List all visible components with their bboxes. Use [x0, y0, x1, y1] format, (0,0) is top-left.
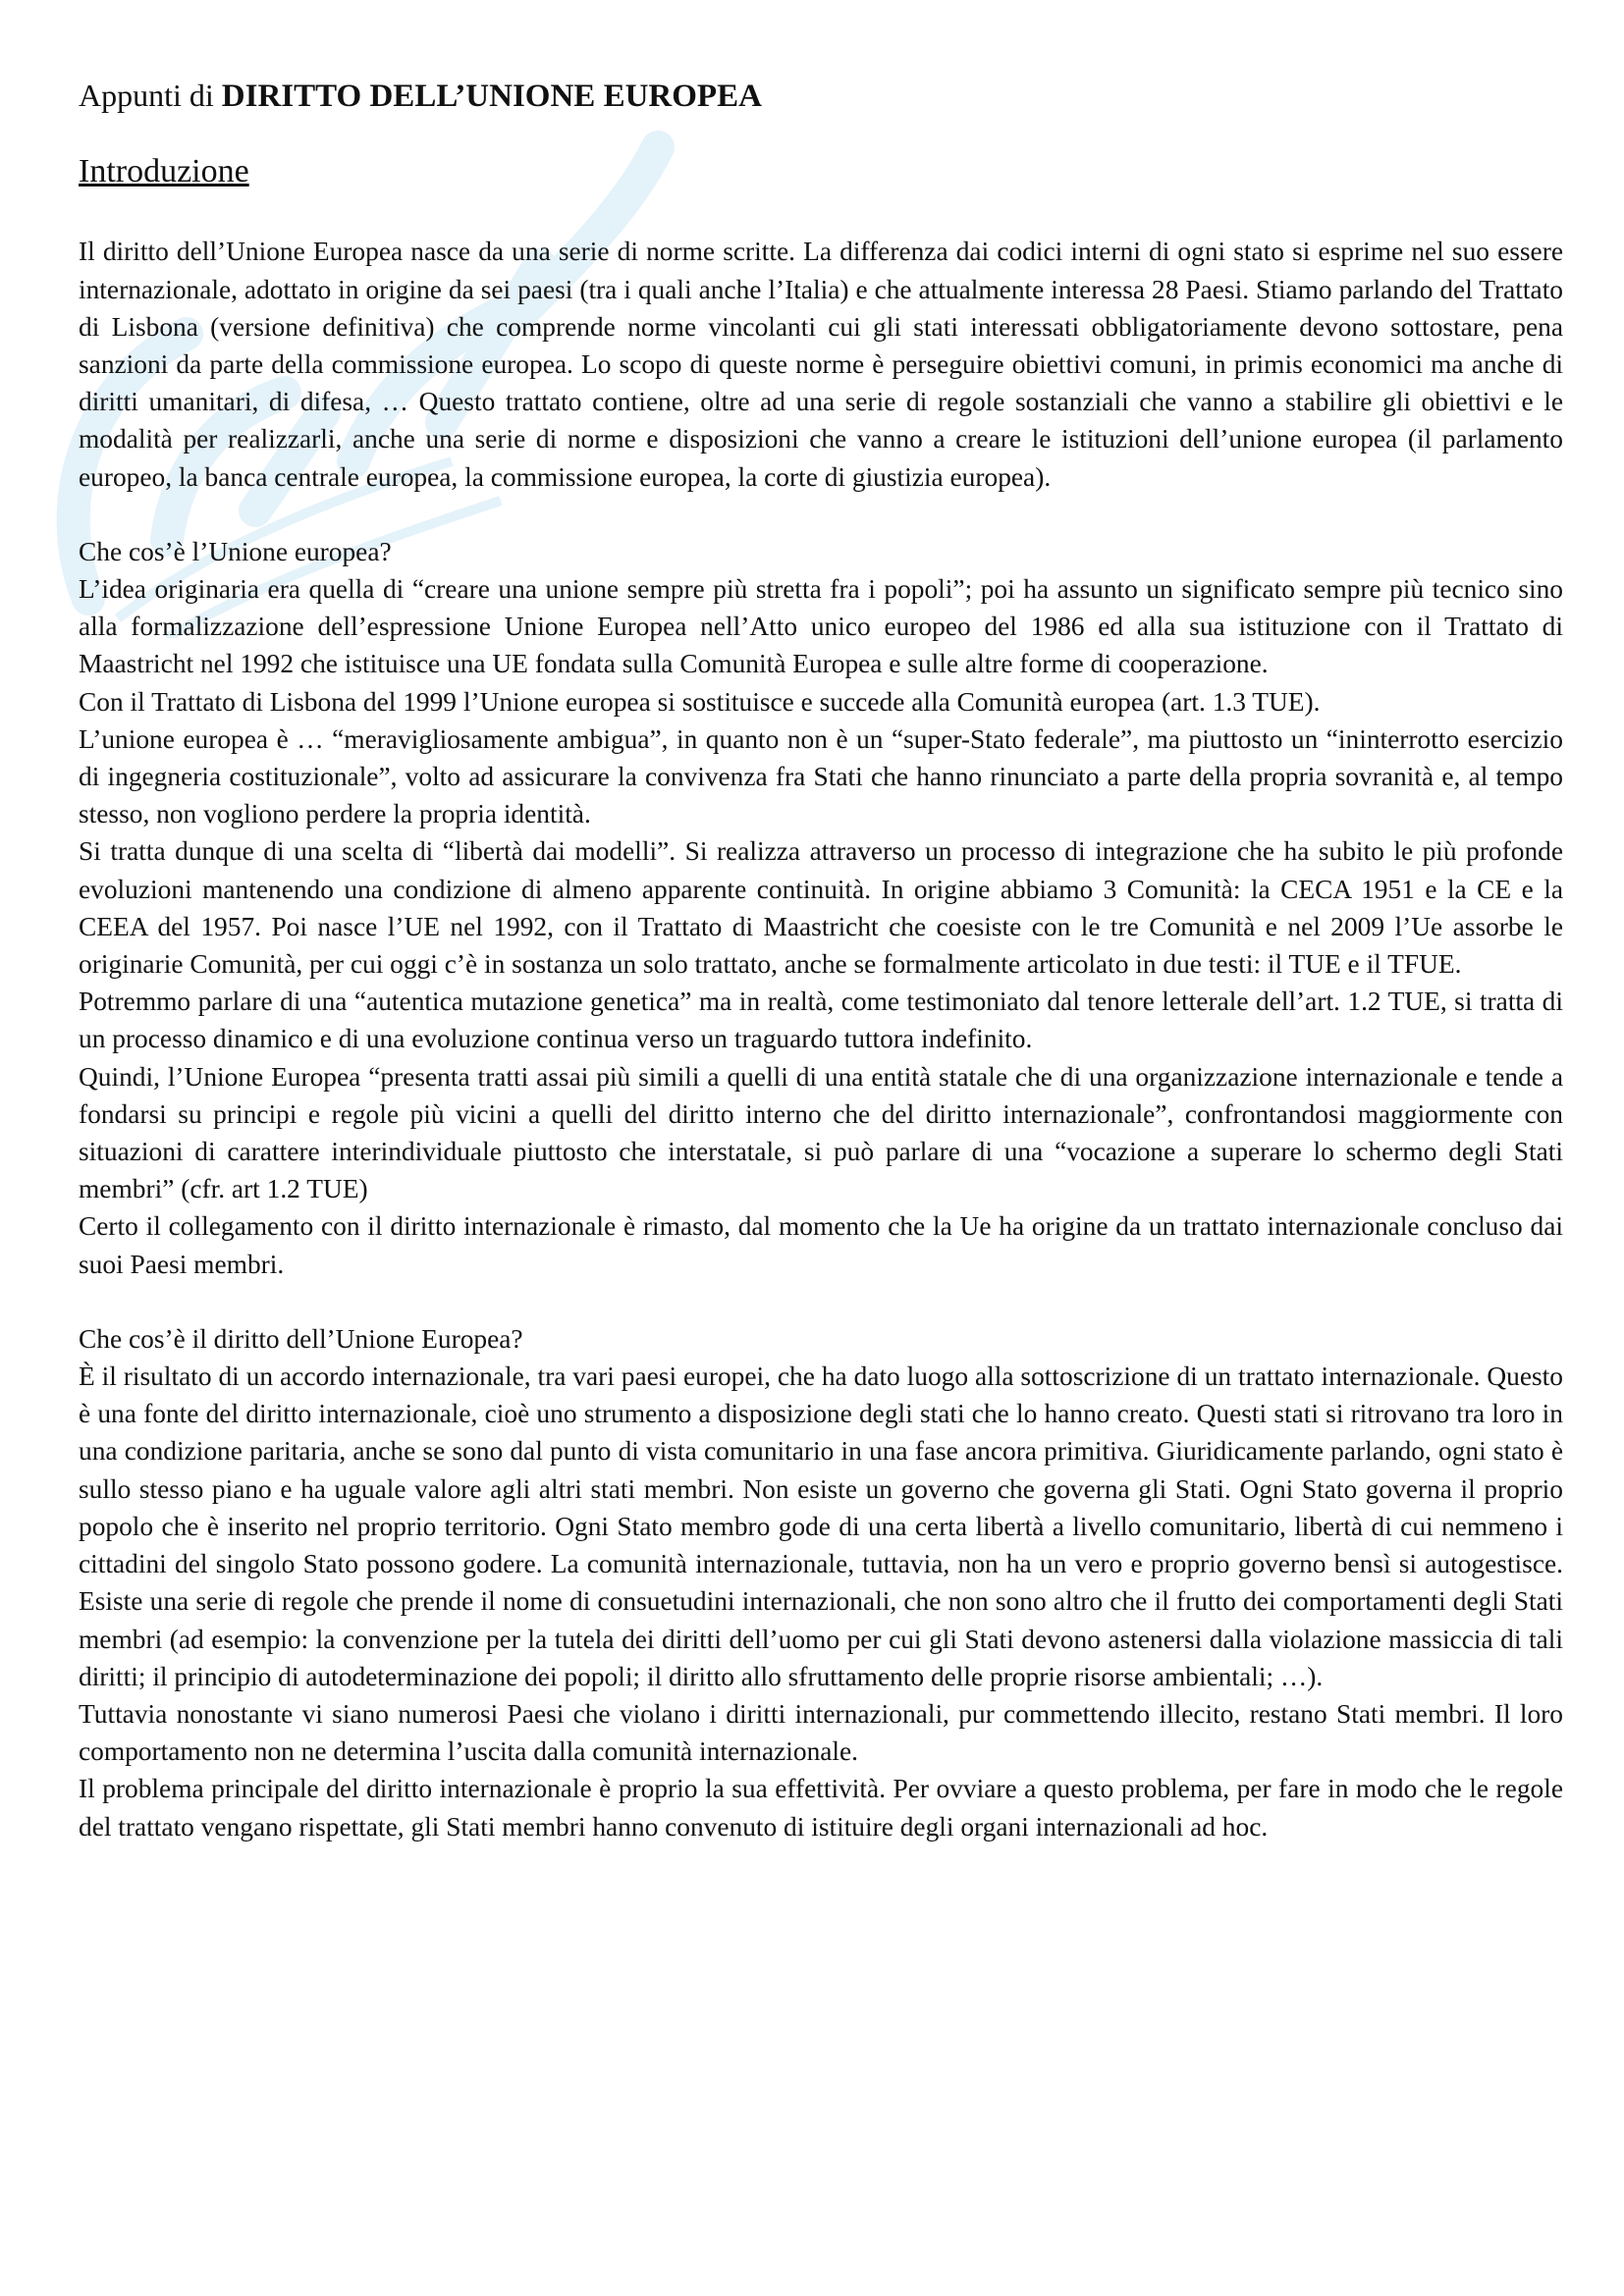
document-title	[79, 77, 1563, 117]
document-page	[79, 77, 1563, 1845]
paragraph-gap	[79, 1283, 1563, 1320]
paragraph: Tuttavia nonostante vi siano numerosi Paesi che violano i diritti internazionali, pur commettendo illecito, restano Stati membri. Il loro comportamento non ne determina l’uscita dalla comunità internazionale.	[79, 1698, 1563, 1767]
paragraph: Quindi, l’Unione Europea “presenta tratti assai più simili a quelli di una entità statale che di una organizzazione internazionale e tende a fondarsi su principi e regole più vicini a quelli del diritto interno che del diritto internazionale”, confrontandosi maggiormente con situazioni di carattere interindividuale piuttosto che interstatale, si può parlare di una “vocazione a superare lo schermo degli Stati membri” (cfr. art 1.2 TUE)	[79, 1061, 1563, 1204]
paragraph: È il risultato di un accordo internazionale, tra vari paesi europei, che ha dato luogo alla sottoscrizione di un trattato internazionale. Questo è una fonte del diritto internazionale, cioè uno strumento a disposizione degli stati che lo hanno creato. Questi stati si ritrovano tra loro in una condizione paritaria, anche se sono dal punto di vista comunitario in una fase ancora primitiva. Giuridicamente parlando, ogni stato è sullo stesso piano e ha uguale valore agli altri stati membri. Non esiste un governo che governa gli Stati. Ogni Stato governa il proprio popolo che è inserito nel proprio territorio. Ogni Stato membro gode di una certa libertà a livello comunitario, libertà di cui nemmeno i cittadini del singolo Stato possono godere. La comunità internazionale, tuttavia, non ha un vero e proprio governo bensì si autogestisce. Esiste una serie di regole che prende il nome di consuetudini internazionali, che non sono altro che il frutto dei comportamenti degli Stati membri (ad esempio: la convenzione per la tutela dei diritti dell’uomo per cui gli Stati devono astenersi dalla violazione massiccia di tali diritti; il principio di autodeterminazione dei popoli; il diritto allo sfruttamento delle proprie risorse ambientali; …).	[79, 1362, 1563, 1691]
document-body	[79, 233, 1563, 1844]
paragraph: Che cos’è il diritto dell’Unione Europea?	[79, 1323, 523, 1354]
paragraph: Potremmo parlare di una “autentica mutazione genetica” ma in realtà, come testimoniato dal tenore letterale dell’art. 1.2 TUE, si tratta di un processo dinamico e di una evoluzione continua verso un traguardo tuttora indefinito.	[79, 987, 1563, 1054]
paragraph: Che cos’è l’Unione europea?	[79, 536, 392, 566]
title-main: DIRITTO DELL’UNIONE EUROPEA	[221, 79, 762, 114]
paragraph: Il problema principale del diritto internazionale è proprio la sua effettività. Per ovviare a questo problema, per fare in modo che le regole del trattato vengano rispettate, gli Stati membri hanno convenuto di istituire degli organi internazionali ad hoc.	[79, 1774, 1563, 1842]
paragraph: L’idea originaria era quella di “creare una unione sempre più stretta fra i popoli”; poi ha assunto un significato sempre più tecnico sino alla formalizzazione dell’espressione Unione Europea nell’Atto unico europeo del 1986 ed alla sua istituzione con il Trattato di Maastricht nel 1992 che istituisce una UE fondata sulla Comunità Europea e sulle altre forme di cooperazione.	[79, 574, 1563, 679]
paragraph-gap	[79, 496, 1563, 533]
section-heading: Introduzione	[79, 152, 249, 189]
title-prefix: Appunti di	[79, 78, 222, 113]
paragraph: Con il Trattato di Lisbona del 1999 l’Unione europea si sostituisce e succede alla Comunità europea (art. 1.3 TUE).	[79, 686, 1321, 717]
paragraph: Certo il collegamento con il diritto internazionale è rimasto, dal momento che la Ue ha origine da un trattato internazionale concluso dai suoi Paesi membri.	[79, 1211, 1563, 1279]
paragraph: Il diritto dell’Unione Europea nasce da una serie di norme scritte. La differenza dai codici interni di ogni stato si esprime nel suo essere internazionale, adottato in origine da sei paesi (tra i quali anche l’Italia) e che attualmente interessa 28 Paesi. Stiamo parlando del Trattato di Lisbona (versione definitiva) che comprende norme vincolanti cui gli stati interessati obbligatoriamente devono sottostare, pena sanzioni da parte della commissione europea. Lo scopo di queste norme è perseguire obiettivi comuni, in primis economici ma anche di diritti umanitari, di difesa, … Questo trattato contiene, oltre ad una serie di regole sostanziali che vanno a stabilire gli obiettivi e le modalità per realizzarli, anche una serie di norme e disposizioni che vanno a creare le istituzioni dell’unione europea (il parlamento europeo, la banca centrale europea, la commissione europea, la corte di giustizia europea).	[79, 237, 1563, 492]
paragraph: Si tratta dunque di una scelta di “libertà dai modelli”. Si realizza attraverso un processo di integrazione che ha subito le più profonde evoluzioni mantenendo una condizione di almeno apparente continuità. In origine abbiamo 3 Comunità: la CECA 1951 e la CE e la CEEA del 1957. Poi nasce l’UE nel 1992, con il Trattato di Maastricht che coesiste con le tre Comunità e nel 2009 l’Ue assorbe le originarie Comunità, per cui oggi c’è in sostanza un solo trattato, anche se formalmente articolato in due testi: il TUE e il TFUE.	[79, 836, 1563, 980]
paragraph: L’unione europea è … “meravigliosamente ambigua”, in quanto non è un “super-Stato federale”, ma piuttosto un “ininterrotto esercizio di ingegneria costituzionale”, volto ad assicurare la convivenza fra Stati che hanno rinunciato a parte della propria sovranità e, al tempo stesso, non vogliono perdere la propria identità.	[79, 723, 1563, 829]
